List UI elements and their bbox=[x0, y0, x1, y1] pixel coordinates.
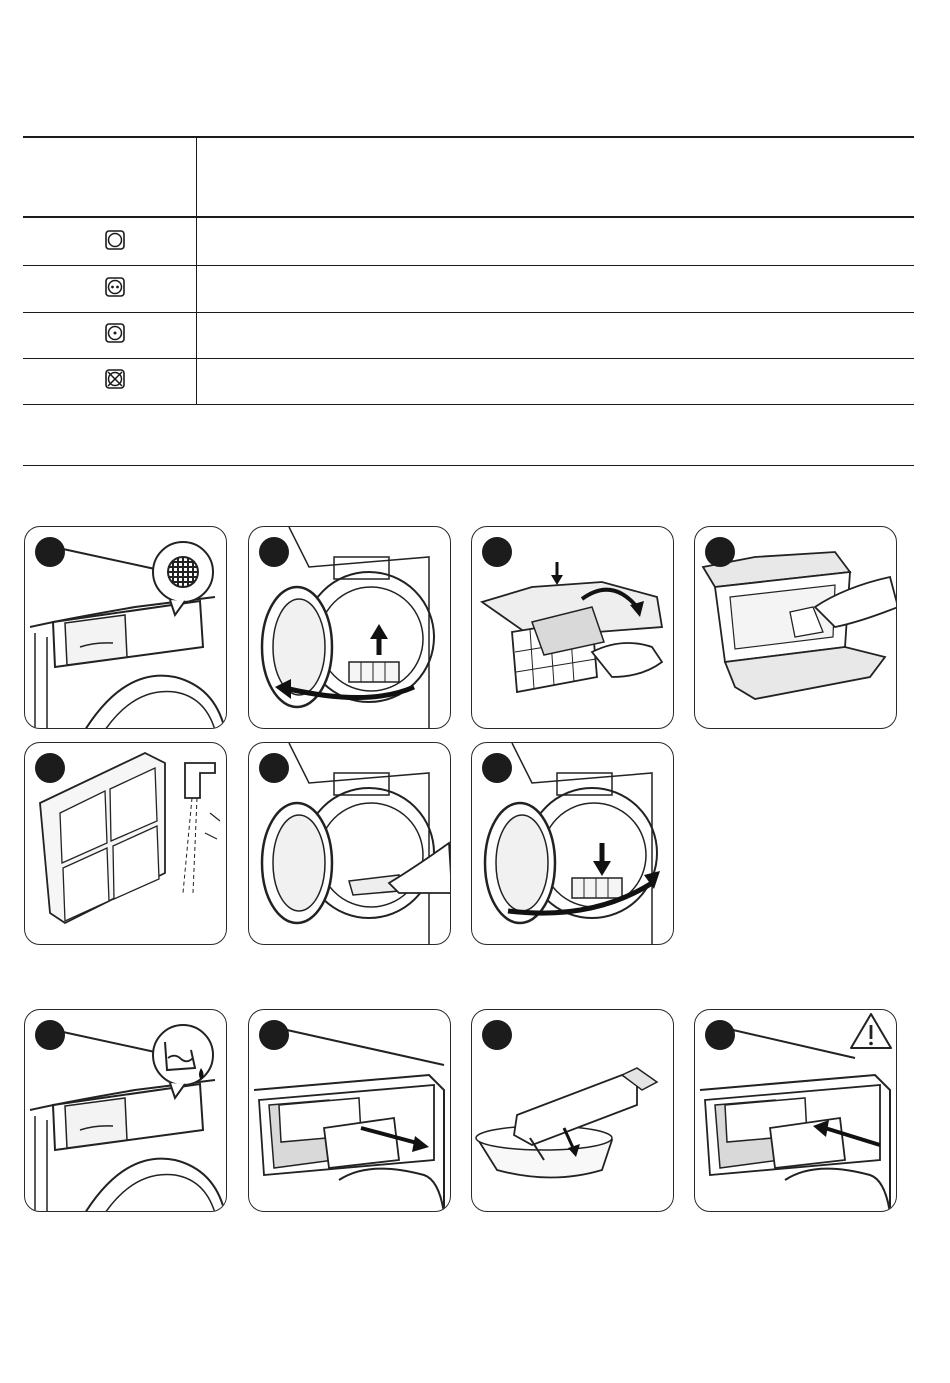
tumble-dry-normal-icon bbox=[105, 230, 125, 250]
filter-step-1-panel bbox=[24, 526, 227, 729]
table-bottom-rule bbox=[23, 404, 914, 405]
step-3-badge bbox=[482, 1020, 512, 1050]
filter-step-5-panel bbox=[24, 742, 227, 945]
table-header-rule bbox=[23, 216, 914, 218]
filter-step-4-panel bbox=[694, 526, 897, 729]
step-7-badge bbox=[482, 753, 512, 783]
step-1-badge bbox=[35, 1020, 65, 1050]
filter-step-3-panel bbox=[471, 526, 674, 729]
table-column-divider bbox=[196, 136, 197, 404]
step-3-badge bbox=[482, 537, 512, 567]
table-top-rule bbox=[23, 136, 914, 138]
container-step-3-panel bbox=[471, 1009, 674, 1212]
table-row-divider bbox=[23, 265, 914, 266]
step-4-badge bbox=[705, 1020, 735, 1050]
container-step-4-panel bbox=[694, 1009, 897, 1212]
step-5-badge bbox=[35, 753, 65, 783]
filter-step-7-panel bbox=[471, 742, 674, 945]
section-rule bbox=[23, 465, 914, 466]
tumble-dry-high-heat-icon bbox=[105, 277, 125, 297]
warning-triangle-icon bbox=[851, 1014, 891, 1048]
tumble-dry-low-heat-icon bbox=[105, 323, 125, 343]
table-row-divider bbox=[23, 312, 914, 313]
step-1-badge bbox=[35, 537, 65, 567]
step-4-badge bbox=[705, 537, 735, 567]
container-step-1-panel bbox=[24, 1009, 227, 1212]
step-2-badge bbox=[259, 1020, 289, 1050]
table-row-divider bbox=[23, 358, 914, 359]
do-not-tumble-dry-icon bbox=[105, 369, 125, 389]
step-6-badge bbox=[259, 753, 289, 783]
step-2-badge bbox=[259, 537, 289, 567]
filter-step-6-panel bbox=[248, 742, 451, 945]
filter-step-2-panel bbox=[248, 526, 451, 729]
container-step-2-panel bbox=[248, 1009, 451, 1212]
